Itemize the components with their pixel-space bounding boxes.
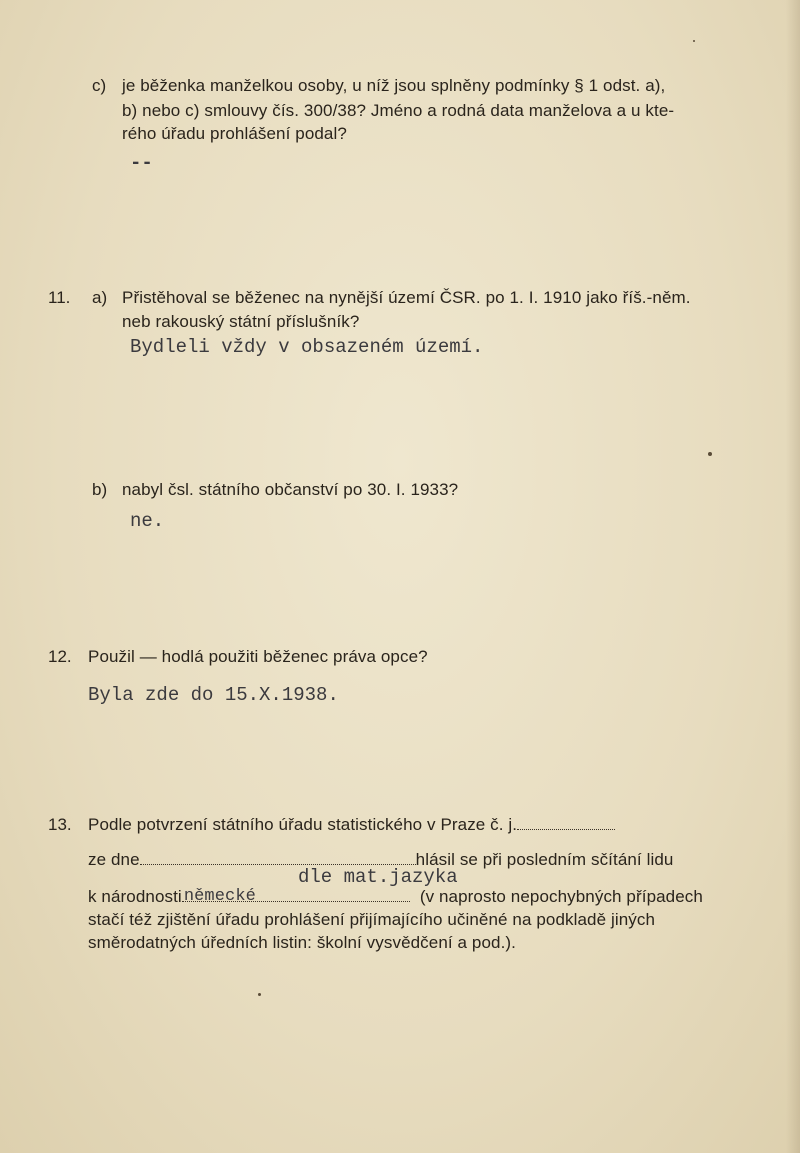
item-10c-line2: b) nebo c) smlouvy čís. 300/38? Jméno a rodná data manželova a u kte- <box>122 101 675 120</box>
item-11b-label: b) <box>92 480 108 499</box>
item-11a-line1: Přistěhoval se běženec na nynější území ČSR. po 1. I. 1910 jako říš.-něm. <box>122 288 691 307</box>
item-11a-label: a) <box>92 288 108 307</box>
item-13-line5: směrodatných úředních listin: školní vysvědčení a pod.). <box>88 933 516 952</box>
item-11-number: 11. <box>48 288 71 307</box>
item-13-line1 <box>88 815 615 835</box>
item-11a-answer: Bydleli vždy v obsazeném území. <box>130 336 484 358</box>
item-10c-answer: -- <box>130 152 153 174</box>
item-12-number: 12. <box>48 647 72 666</box>
paper-speck <box>693 40 695 42</box>
typed-dle-mat-jazyka: dle mat.jazyka <box>298 866 458 888</box>
after-value-text: (v naprosto nepochybných případech <box>419 887 703 906</box>
item-13-line3 <box>88 887 703 907</box>
reference-number-blank[interactable] <box>517 815 615 830</box>
item-11b-answer: ne. <box>130 510 165 532</box>
item-10c-line3: rého úřadu prohlášení podal? <box>122 124 347 143</box>
item-11b-line1: nabyl čsl. státního občanství po 30. I. 1933? <box>122 480 459 499</box>
paper-speck <box>258 993 261 996</box>
hlasil-text: hlásil se při posledním sčítání lidu <box>415 850 674 869</box>
nationality-blank[interactable] <box>182 887 410 907</box>
item-12-answer: Byla zde do 15.X.1938. <box>88 684 339 706</box>
paper-speck <box>708 452 712 456</box>
date-blank[interactable] <box>140 850 416 865</box>
nationality-value: německé <box>183 887 256 906</box>
item-12-line1: Použil — hodlá použiti běženec práva opce? <box>88 647 428 666</box>
page-edge-shadow <box>786 0 800 1153</box>
item-10c-label: c) <box>92 76 107 95</box>
k-narodnosti-label: k národnosti <box>88 887 182 906</box>
item-10c-line1: je běženka manželkou osoby, u níž jsou splněny podmínky § 1 odst. a), <box>122 76 666 95</box>
item-13-number: 13. <box>48 815 72 834</box>
item-13-line4: stačí též zjištění úřadu prohlášení přijímajícího učiněné na podkladě jiných <box>88 910 656 929</box>
item-11a-line2: neb rakouský státní příslušník? <box>122 312 360 331</box>
ze-dne-label: ze dne <box>88 850 140 869</box>
item-13-line1-text: Podle potvrzení státního úřadu statistického v Praze č. j. <box>88 815 518 834</box>
